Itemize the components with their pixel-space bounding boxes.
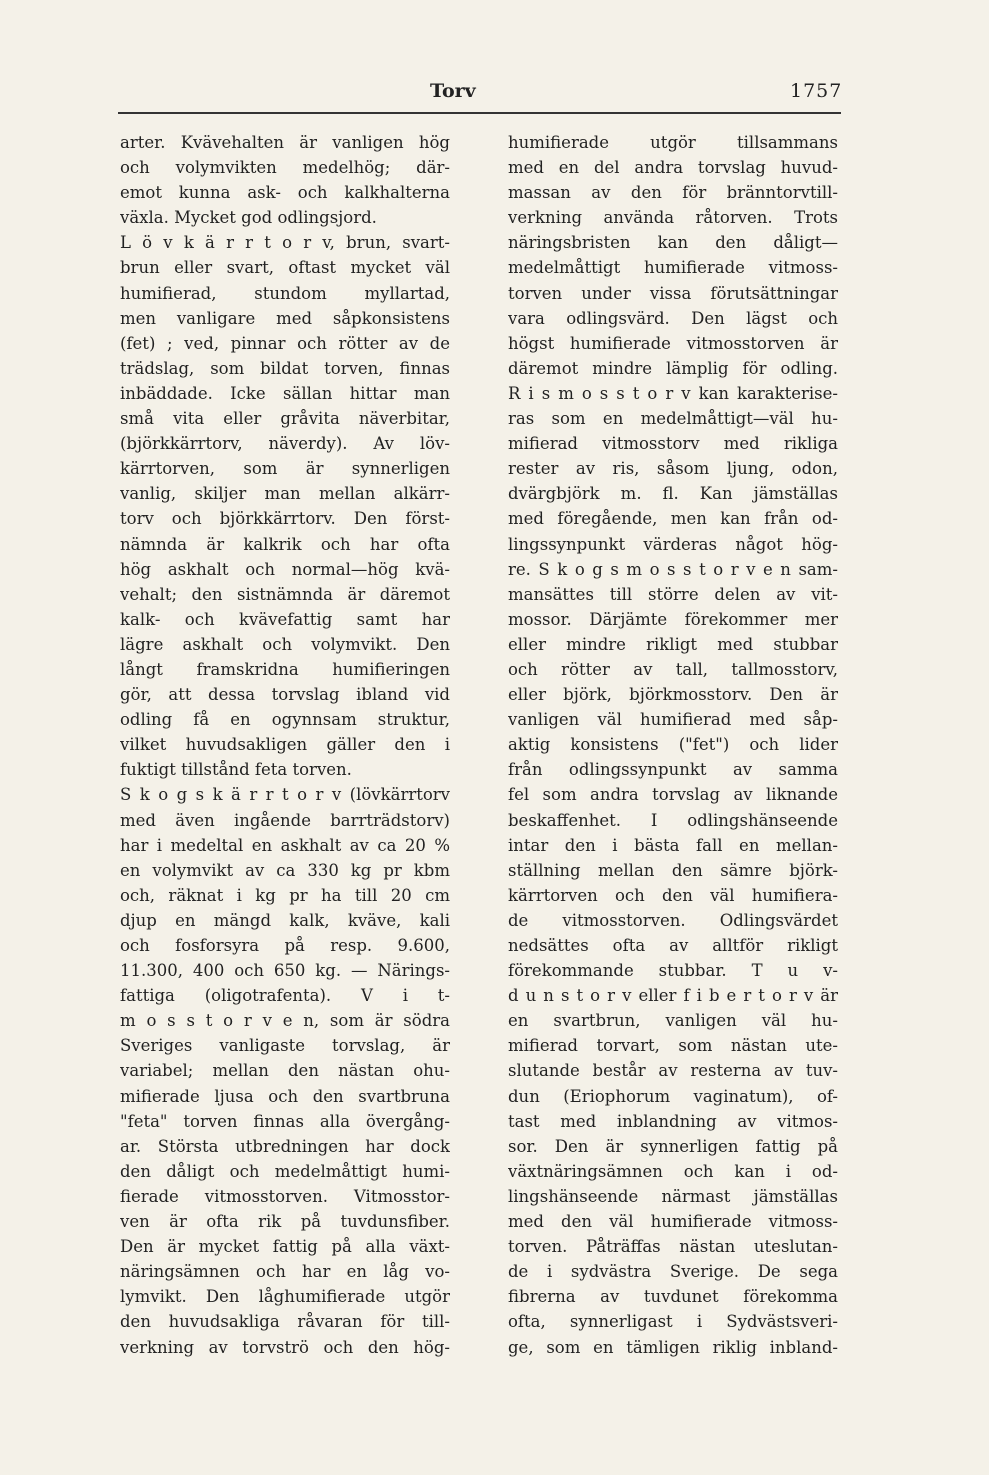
text-line: torven under vissa förutsättningar <box>508 283 838 303</box>
text-line: vara odlingsvärd. Den lägst och <box>508 308 838 328</box>
text-line: re. S k o g s m o s s t o r v e n sam- <box>508 559 838 579</box>
text-line: och fosforsyra på resp. 9.600, <box>120 936 450 955</box>
text-line: "feta" torven finnas alla övergång- <box>120 1111 450 1131</box>
text-line: inbäddade. Icke sällan hittar man <box>120 383 450 403</box>
text-line: en volymvikt av ca 330 kg pr kbm <box>120 860 450 880</box>
text-line: kärrtorven och den väl humifiera- <box>508 885 838 905</box>
text-line: kärrtorven, som är synnerligen <box>120 459 450 479</box>
text-line: förekommande stubbar. T u v- <box>508 961 838 981</box>
text-line: eller björk, björkmosstorv. Den är <box>508 685 838 705</box>
text-line: lingshänseende närmast jämställas <box>508 1186 838 1206</box>
text-line: Den är mycket fattig på alla växt- <box>120 1237 450 1257</box>
text-line: högst humifierade vitmosstorven är <box>508 333 838 353</box>
text-line: L ö v k ä r r t o r v, brun, svart- <box>120 233 450 253</box>
text-line: långt framskridna humifieringen <box>120 659 450 679</box>
text-line: sor. Den är synnerligen fattig på <box>508 1136 838 1156</box>
text-line: däremot mindre lämplig för odling. <box>508 358 838 378</box>
text-line: med den väl humifierade vitmoss- <box>508 1212 838 1232</box>
right-column <box>508 130 838 1360</box>
text-line: med även ingående barrträdstorv) <box>120 810 450 830</box>
text-line: mansättes till större delen av vit- <box>508 584 838 604</box>
text-line: den dåligt och medelmåttigt humi- <box>120 1161 450 1181</box>
text-line: intar den i bästa fall en mellan- <box>508 835 838 855</box>
text-line: lymvikt. Den låghumifierade utgör <box>120 1287 450 1307</box>
text-line: ställning mellan den sämre björk- <box>508 860 838 880</box>
text-line: vehalt; den sistnämnda är däremot <box>120 584 450 604</box>
text-line: massan av den för bränntorvtill- <box>508 183 838 203</box>
text-line: mossor. Därjämte förekommer mer <box>508 609 838 629</box>
text-line: gör, att dessa torvslag ibland vid <box>120 685 450 705</box>
text-line: lägre askhalt och volymvikt. Den <box>120 634 450 654</box>
page-number: 1757 <box>790 80 843 102</box>
running-head-title: Torv <box>430 80 476 102</box>
text-line: vanligen väl humifierad med såp- <box>508 710 838 730</box>
text-line: d u n s t o r v eller f i b e r t o r v är <box>508 986 838 1006</box>
text-line: dvärgbjörk m. fl. Kan jämställas <box>508 484 838 504</box>
text-line: Sveriges vanligaste torvslag, är <box>120 1036 450 1056</box>
text-line: ge, som en tämligen riklig inbland- <box>508 1337 838 1357</box>
text-line: de i sydvästra Sverige. De sega <box>508 1262 838 1282</box>
text-line: ven är ofta rik på tuvdunsfiber. <box>120 1212 450 1232</box>
text-line: från odlingssynpunkt av samma <box>508 760 838 780</box>
text-line: fel som andra torvslag av liknande <box>508 785 838 805</box>
text-line: ar. Största utbredningen har dock <box>120 1136 450 1156</box>
text-line: mifierad torvart, som nästan ute- <box>508 1036 838 1056</box>
text-line: dun (Eriophorum vaginatum), of- <box>508 1086 838 1106</box>
text-line: arter. Kvävehalten är vanligen hög <box>120 133 450 152</box>
text-line: fattiga (oligotrafenta). V i t- <box>120 986 450 1006</box>
text-line: med en del andra torvslag huvud- <box>508 158 838 178</box>
text-line: aktig konsistens ("fet") och lider <box>508 735 838 755</box>
text-line: den huvudsakliga råvaran för till- <box>120 1312 450 1332</box>
text-line: verkning av torvströ och den hög- <box>120 1337 450 1357</box>
text-line: humifierade utgör tillsammans <box>508 133 838 152</box>
text-line: kalk- och kvävefattig samt har <box>120 609 450 629</box>
text-line: nedsättes ofta av alltför rikligt <box>508 936 838 955</box>
text-line: näringsämnen och har en låg vo- <box>120 1262 450 1282</box>
text-line: mifierade ljusa och den svartbruna <box>120 1086 450 1106</box>
text-line: vanlig, skiljer man mellan alkärr- <box>120 484 450 504</box>
text-line: tast med inblandning av vitmos- <box>508 1111 838 1131</box>
text-line: växtnäringsämnen och kan i od- <box>508 1161 838 1181</box>
text-line: odling få en ogynnsam struktur, <box>120 710 450 730</box>
text-line: ofta, synnerligast i Sydvästsveri- <box>508 1312 838 1332</box>
text-line: medelmåttigt humifierade vitmoss- <box>508 258 838 278</box>
header-rule <box>118 112 841 114</box>
text-line: 11.300, 400 och 650 kg. — Närings- <box>120 961 450 981</box>
text-line: slutande består av resterna av tuv- <box>508 1061 838 1081</box>
text-line: humifierad, stundom myllartad, <box>120 283 450 303</box>
text-line: ras som en medelmåttigt—väl hu- <box>508 409 838 429</box>
text-line: de vitmosstorven. Odlingsvärdet <box>508 910 838 930</box>
text-line: och volymvikten medelhög; där- <box>120 158 450 178</box>
text-line: djup en mängd kalk, kväve, kali <box>120 910 450 930</box>
text-line: en svartbrun, vanligen väl hu- <box>508 1011 838 1031</box>
left-column <box>120 130 450 1360</box>
text-line: vilket huvudsakligen gäller den i <box>120 735 450 755</box>
text-line: trädslag, som bildat torven, finnas <box>120 358 450 378</box>
text-line: och rötter av tall, tallmosstorv, <box>508 659 838 679</box>
text-line: rester av ris, såsom ljung, odon, <box>508 459 838 479</box>
text-line: fierade vitmosstorven. Vitmosstor- <box>120 1186 450 1206</box>
text-line: eller mindre rikligt med stubbar <box>508 634 838 654</box>
text-line: (fet) ; ved, pinnar och rötter av de <box>120 333 450 353</box>
text-line: mifierad vitmosstorv med rikliga <box>508 434 838 454</box>
text-line: små vita eller gråvita näverbitar, <box>120 409 450 429</box>
text-line: och, räknat i kg pr ha till 20 cm <box>120 885 450 905</box>
text-line: hög askhalt och normal—hög kvä- <box>120 559 450 579</box>
text-line: R i s m o s s t o r v kan karakterise- <box>508 383 838 403</box>
text-line: fuktigt tillstånd feta torven. <box>120 760 352 780</box>
text-line: brun eller svart, oftast mycket väl <box>120 258 450 278</box>
text-line: torv och björkkärrtorv. Den först- <box>120 509 450 529</box>
text-line: lingssynpunkt värderas något hög- <box>508 534 838 554</box>
text-line: nämnda är kalkrik och har ofta <box>120 534 450 554</box>
text-line: emot kunna ask- och kalkhalterna <box>120 183 450 203</box>
text-line: men vanligare med såpkonsistens <box>120 308 450 328</box>
text-line: variabel; mellan den nästan ohu- <box>120 1061 450 1081</box>
text-line: verkning använda råtorven. Trots <box>508 208 838 228</box>
text-line: S k o g s k ä r r t o r v (lövkärrtorv <box>120 785 450 805</box>
text-line: (björkkärrtorv, näverdy). Av löv- <box>120 434 450 454</box>
text-line: fibrerna av tuvdunet förekomma <box>508 1287 838 1307</box>
text-line: torven. Påträffas nästan uteslutan- <box>508 1237 838 1257</box>
text-line: med föregående, men kan från od- <box>508 509 838 529</box>
text-line: m o s s t o r v e n, som är södra <box>120 1011 450 1031</box>
text-line: näringsbristen kan den dåligt— <box>508 233 838 253</box>
text-line: har i medeltal en askhalt av ca 20 % <box>120 835 450 855</box>
text-line: beskaffenhet. I odlingshänseende <box>508 810 838 830</box>
text-line: växla. Mycket god odlingsjord. <box>120 208 377 228</box>
